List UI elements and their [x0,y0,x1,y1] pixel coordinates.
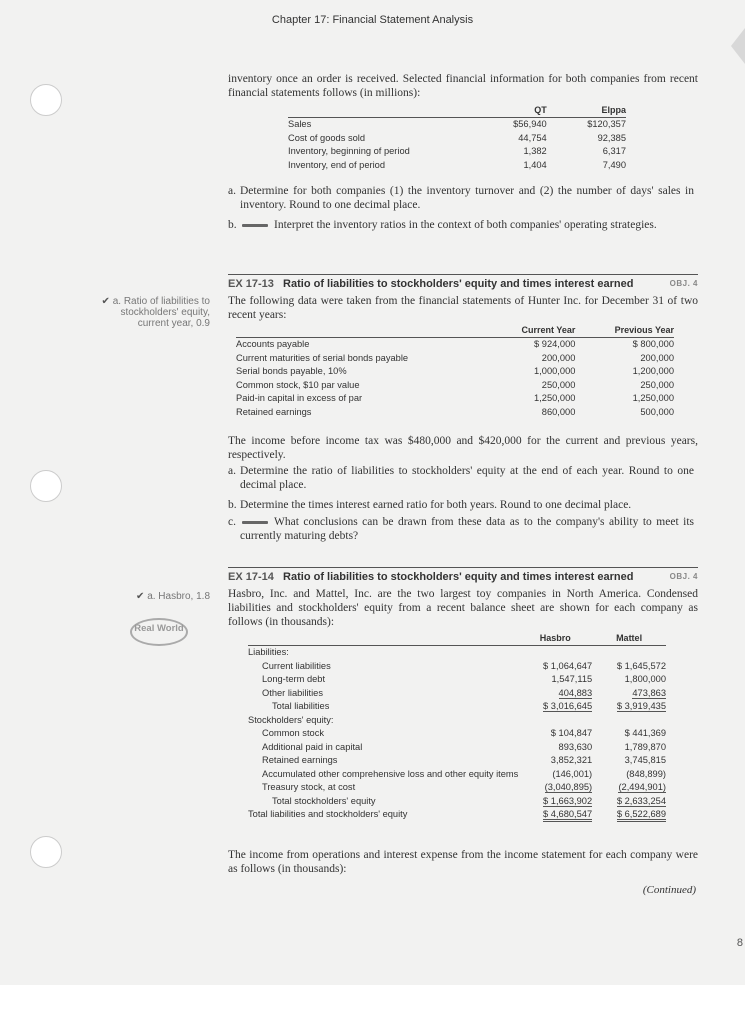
col-current-year: Current Year [486,323,575,337]
intro-paragraph: inventory once an order is received. Selected financial information for both companies from recent financial statements follows (in millions): [228,73,698,99]
ex13-question-b: b. Determine the times interest earned ratio for both years. Round to one decimal place. [228,499,632,511]
ex14-income-note: The income from operations and interest expense from the income statement for each company were as follows (in thousands): [228,849,698,875]
table-row: Stockholders' equity: [248,714,334,725]
table-row: Current maturities of serial bonds payable 200,000 200,000 [236,352,674,363]
binder-hole [30,84,62,116]
question-b: b. Interpret the inventory ratios in the context of both companies' operating strategies. [228,219,657,231]
ex14-intro: Hasbro, Inc. and Mattel, Inc. are the two largest toy companies in North America. Condensed liabilities and stockholders' equity from a recent balance sheet are shown for each company as follows (in thousands): [228,588,698,628]
table-row: Inventory, beginning of period 1,382 6,317 [288,146,626,157]
col-previous-year: Previous Year [575,323,674,337]
ex13-question-c: c. What conclusions can be drawn from these data as to the company's ability to meet its currently maturing debts? [228,516,694,542]
hunter-balance-table [236,323,674,419]
question-a: a. Determine for both companies (1) the inventory turnover and (2) the number of days' sales in inventory. Round to one decimal place. [228,185,694,211]
discussion-icon [242,224,268,227]
col-hasbro: Hasbro [518,631,592,645]
continued-label: (Continued) [642,884,696,896]
table-row: Total liabilities and stockholders' equity $ 4,680,547 $ 6,522,689 [248,808,666,822]
table-row: Additional paid in capital 893,630 1,789,870 [262,741,666,752]
ex13-question-a: a. Determine the ratio of liabilities to stockholders' equity at the end of each year. Round to one decimal place. [228,465,694,491]
table-row: Retained earnings 860,000 500,000 [236,406,674,417]
discussion-icon [242,521,268,524]
table-row: Accumulated other comprehensive loss and other equity items (146,001) (848,899) [262,768,666,779]
ex13-intro: The following data were taken from the financial statements of Hunter Inc. for December 31 of two recent years: [228,295,698,321]
table-row: Liabilities: [248,647,289,658]
table-row: Accounts payable $ 924,000 $ 800,000 [236,339,674,350]
table-row: Serial bonds payable, 10% 1,000,000 1,200,000 [236,366,674,377]
margin-answer-note: ✔ a. Ratio of liabilities to stockholders' equity, current year, 0.9 [101,296,210,329]
table-row: Long-term debt 1,547,115 1,800,000 [262,674,666,685]
table-row: Total stockholders' equity $ 1,663,902 $ 2,633,254 [272,795,666,806]
page-number: 8 [736,937,743,949]
col-mattel: Mattel [592,631,666,645]
check-icon: ✔ [136,591,145,602]
margin-answer-note: ✔ a. Hasbro, 1.8 [136,591,210,602]
exercise-17-14-heading: EX 17-14 Ratio of liabilities to stockholders' equity and times interest earned OBJ. 4 [228,567,698,583]
page-corner-shadow [731,28,745,64]
ex13-income-note: The income before income tax was $480,000 and $420,000 for the current and previous years, respectively. [228,435,698,461]
inventory-table [288,103,626,172]
table-row: Inventory, end of period 1,404 7,490 [288,159,626,170]
table-row: Current liabilities $ 1,064,647 $ 1,645,572 [262,660,666,671]
real-world-badge: Real World [130,618,188,646]
table-row: Total liabilities $ 3,016,645 $ 3,919,435 [272,701,666,712]
table-row: Paid-in capital in excess of par 1,250,000 1,250,000 [236,393,674,404]
table-row: Other liabilities 404,883 473,863 [262,687,666,698]
col-qt: QT [478,103,547,117]
check-icon: ✔ [101,296,110,307]
table-row: Treasury stock, at cost (3,040,895) (2,494,901) [262,782,666,793]
hasbro-mattel-table [248,631,666,821]
table-row: Sales $56,940 $120,357 [288,119,626,130]
binder-hole [30,470,62,502]
col-elppa: Elppa [547,103,626,117]
table-row: Common stock, $10 par value 250,000 250,000 [236,379,674,390]
chapter-header: Chapter 17: Financial Statement Analysis [271,14,474,26]
table-row: Retained earnings 3,852,321 3,745,815 [262,755,666,766]
binder-hole [30,836,62,868]
table-row: Common stock $ 104,847 $ 441,369 [262,728,666,739]
table-row: Cost of goods sold 44,754 92,385 [288,132,626,143]
exercise-17-13-heading: EX 17-13 Ratio of liabilities to stockholders' equity and times interest earned OBJ. 4 [228,274,698,290]
question-b-label: b. [228,219,237,231]
